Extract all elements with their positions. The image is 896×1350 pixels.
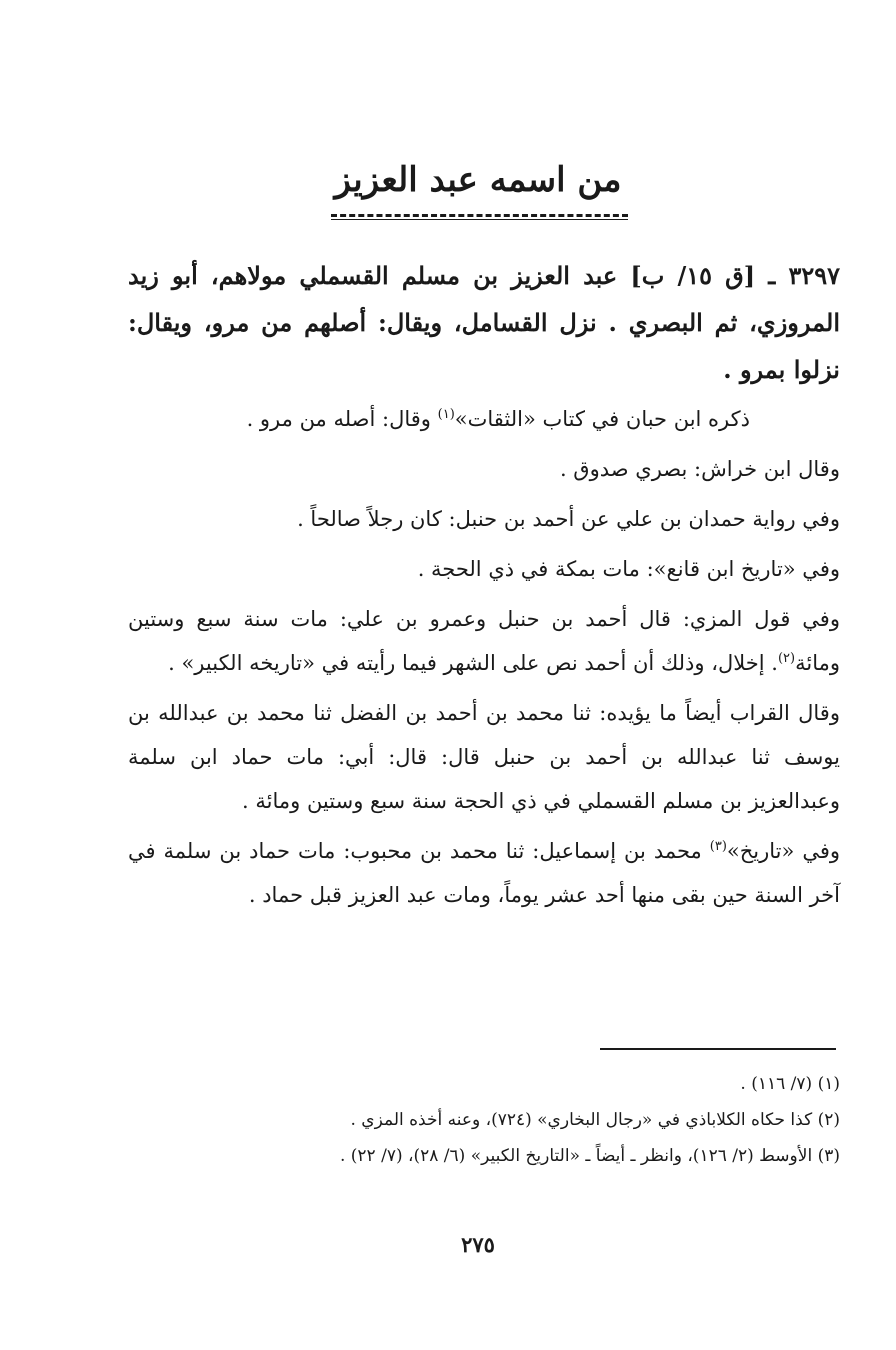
title-underline-dashed — [331, 214, 628, 217]
paragraph-hamdan: وفي رواية حمدان بن علي عن أحمد بن حنبل: كان رجلاً صالحاً . — [297, 507, 840, 531]
paragraph-ibn-qani: وفي «تاريخ ابن قانع»: مات بمكة في ذي الحجة . — [417, 557, 840, 581]
paragraph-text: . إخلال، وذلك أن أحمد نص على الشهر فيما رأيته في «تاريخه الكبير» . — [168, 651, 778, 675]
page-number: ٢٧٥ — [461, 1232, 495, 1257]
paragraph-ibn-khirash: وقال ابن خراش: بصري صدوق . — [559, 457, 840, 481]
paragraph-text: وقال: أصله من مرو . — [246, 407, 438, 431]
paragraph-ibn-hibban — [128, 397, 840, 441]
footnote-separator — [600, 1048, 836, 1050]
paragraph-text: وفي قول المزي: قال أحمد بن حنبل وعمرو بن علي: مات سنة سبع وستين ومائة — [128, 607, 840, 675]
footnote-2: (٢) كذا حكاه الكلاباذي في «رجال البخاري» (٧٢٤)، وعنه أخذه المزي . — [350, 1110, 840, 1130]
footnote-marker-2[interactable]: (٢) — [777, 651, 796, 666]
paragraph-text: ذكره ابن حبان في كتاب «الثقات» — [454, 407, 750, 431]
footnote-1: (١) (٧/ ١١٦) . — [740, 1074, 840, 1094]
entry-heading: ٣٢٩٧ ـ [ق ١٥/ ب] عبد العزيز بن مسلم القسملي مولاهم، أبو زيد المروزي، ثم البصري . نزل القسامل، ويقال: أصلهم من مرو، ويقال: نزلوا بمرو . — [128, 261, 840, 384]
footnotes — [128, 1066, 840, 1174]
paragraph-text: وفي «تاريخ» — [726, 839, 840, 863]
footnote-marker-1[interactable]: (١) — [437, 407, 455, 422]
footnote-3: (٣) الأوسط (٢/ ١٢٦)، وانظر ـ أيضاً ـ «التاريخ الكبير» (٦/ ٢٨)، (٧/ ٢٢) . — [339, 1146, 840, 1166]
section-title: من اسمه عبد العزيز — [334, 160, 622, 200]
paragraph-qarrab: وقال القراب أيضاً ما يؤيده: ثنا محمد بن أحمد بن الفضل ثنا محمد بن عبدالله بن يوسف ثنا عبدالله بن أحمد بن حنبل قال: قال: أبي: مات حماد ابن سلمة وعبدالعزيز بن مسلم القسملي في ذي الحجة سنة سبع وستين ومائة . — [128, 701, 840, 813]
paragraph-text: محمد بن إسماعيل: ثنا محمد بن محبوب: مات حماد بن سلمة في آخر السنة حين بقى منها أحد عشر يوماً، ومات عبد العزيز قبل حماد . — [128, 839, 840, 907]
paragraph-mizzi — [128, 597, 840, 685]
entry-body — [128, 252, 840, 923]
footnote-marker-3[interactable]: (٣) — [709, 839, 727, 854]
title-underline-solid — [331, 219, 628, 220]
paragraph-tarikh — [128, 829, 840, 917]
